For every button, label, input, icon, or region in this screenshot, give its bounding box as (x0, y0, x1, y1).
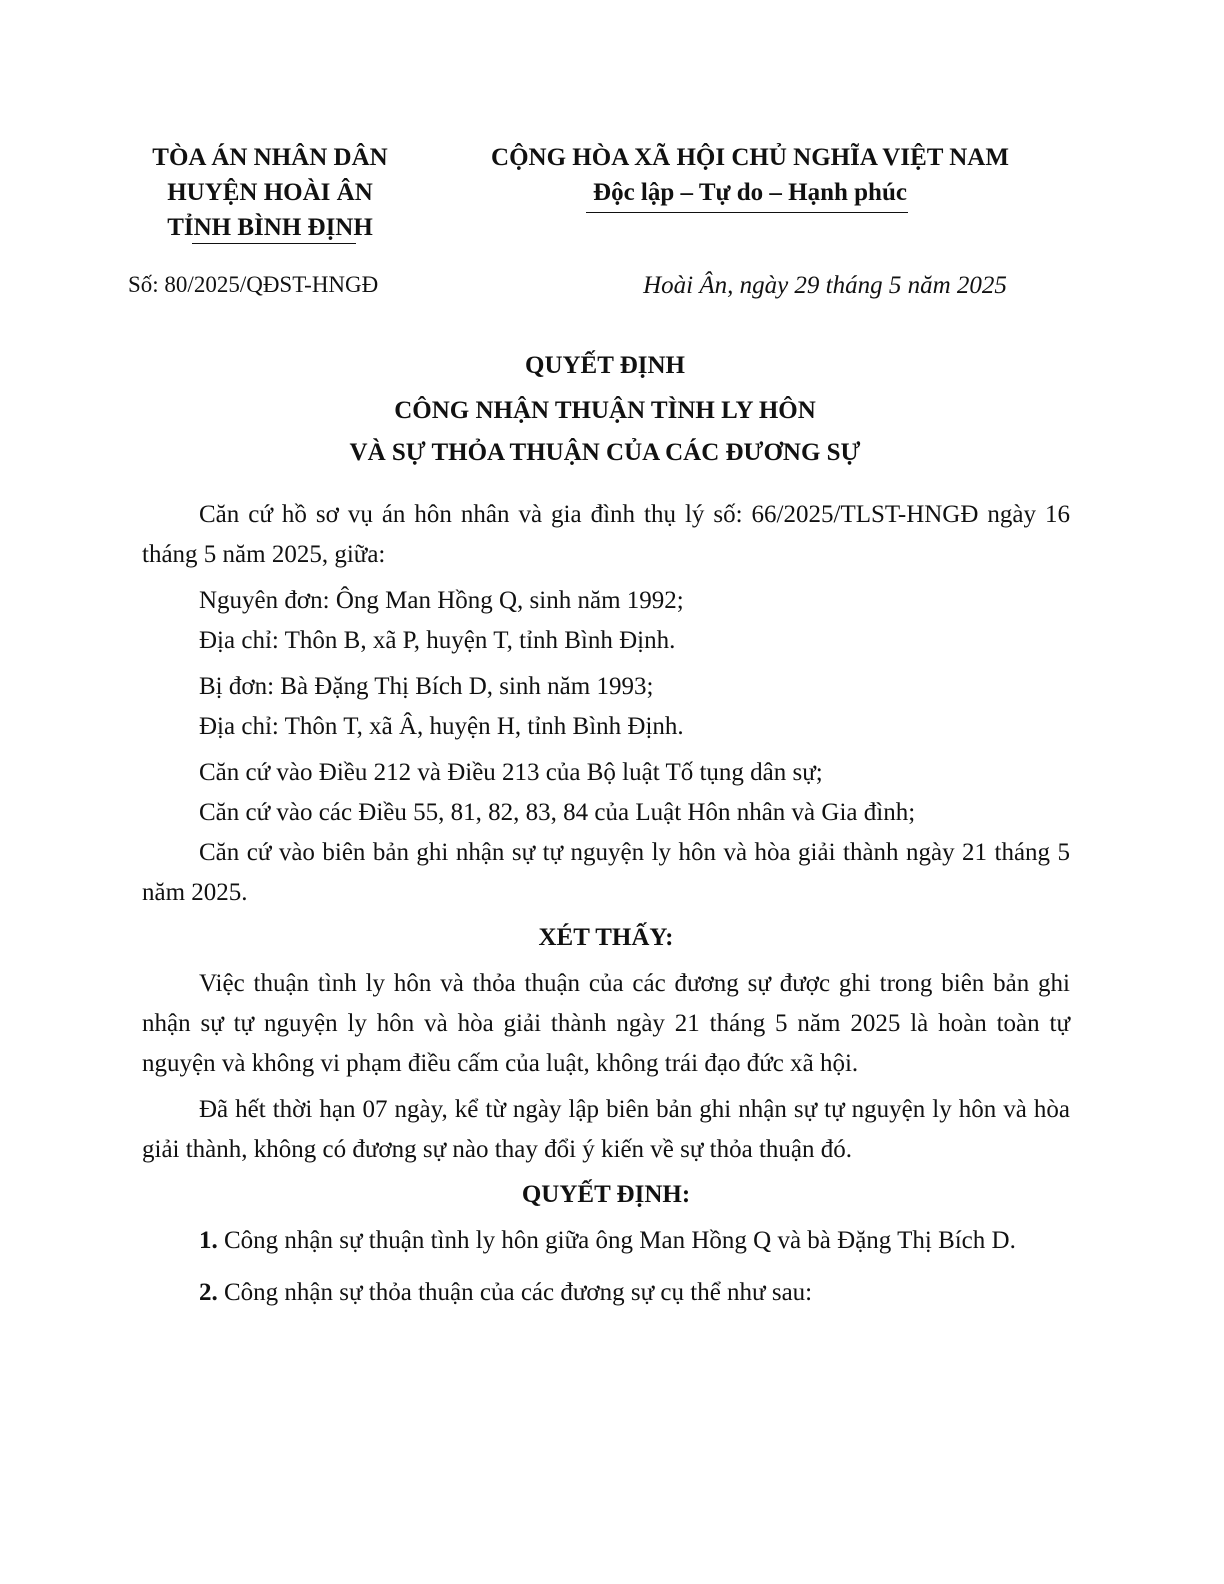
decision-item-1-number: 1. (199, 1227, 218, 1254)
document-title (140, 345, 1070, 474)
plaintiff-line: Nguyên đơn: Ông Man Hồng Q, sinh năm 1992; (199, 587, 684, 614)
document-body (142, 495, 1070, 1313)
defendant-address: Địa chỉ: Thôn T, xã Â, huyện H, tỉnh Bình Định. (199, 713, 684, 740)
intro-paragraph: Căn cứ hồ sơ vụ án hôn nhân và gia đình thụ lý số: 66/2025/TLST-HNGĐ ngày 16 tháng 5 năm 2025, giữa: (142, 501, 1070, 568)
defendant-line: Bị đơn: Bà Đặng Thị Bích D, sinh năm 1993; (199, 673, 654, 700)
findings-heading: XÉT THẤY: (538, 924, 674, 951)
decision-heading: QUYẾT ĐỊNH: (521, 1181, 691, 1208)
decision-item-1-text: Công nhận sự thuận tình ly hôn giữa ông Man Hồng Q và bà Đặng Thị Bích D. (217, 1227, 1016, 1254)
decision-item-1 (142, 1221, 1070, 1261)
legal-basis-3: Căn cứ vào biên bản ghi nhận sự tự nguyện ly hôn và hòa giải thành ngày 21 tháng 5 năm 2025. (142, 839, 1070, 906)
decision-item-2-text: Công nhận sự thỏa thuận của các đương sự cụ thể như sau: (217, 1279, 813, 1306)
title-line-2: CÔNG NHẬN THUẬN TÌNH LY HÔN (394, 397, 816, 424)
motto: Độc lập – Tự do – Hạnh phúc (593, 179, 907, 206)
plaintiff-address: Địa chỉ: Thôn B, xã P, huyện T, tỉnh Bình Định. (199, 627, 676, 654)
court-name-block (120, 140, 420, 245)
court-line-2: HUYỆN HOÀI ÂN (167, 179, 373, 206)
motto-underline (586, 212, 908, 213)
legal-basis-2: Căn cứ vào các Điều 55, 81, 82, 83, 84 của Luật Hôn nhân và Gia đình; (199, 799, 916, 826)
court-line-3: TỈNH BÌNH ĐỊNH (167, 214, 373, 241)
title-line-3: VÀ SỰ THỎA THUẬN CỦA CÁC ĐƯƠNG SỰ (349, 439, 861, 466)
place-date: Hoài Ân, ngày 29 tháng 5 năm 2025 (643, 272, 1007, 299)
legal-basis-1: Căn cứ vào Điều 212 và Điều 213 của Bộ luật Tố tụng dân sự; (199, 759, 823, 786)
nation-block (440, 140, 1060, 210)
court-line-1: TÒA ÁN NHÂN DÂN (152, 144, 388, 171)
court-underline (192, 243, 356, 244)
document-number: Số: 80/2025/QĐST-HNGĐ (128, 272, 379, 297)
finding-paragraph-2: Đã hết thời hạn 07 ngày, kể từ ngày lập biên bản ghi nhận sự tự nguyện ly hôn và hòa giải thành, không có đương sự nào thay đổi ý kiến về sự thỏa thuận đó. (142, 1096, 1070, 1163)
title-line-1: QUYẾT ĐỊNH (525, 352, 685, 379)
decision-item-2-number: 2. (199, 1279, 218, 1306)
finding-paragraph-1: Việc thuận tình ly hôn và thỏa thuận của các đương sự được ghi trong biên bản ghi nhận sự tự nguyện ly hôn và hòa giải thành ngày 21 tháng 5 năm 2025 là hoàn toàn tự nguyện và không vi phạm điều cấm của luật, không trái đạo đức xã hội. (142, 970, 1070, 1077)
decision-item-2 (142, 1273, 1070, 1313)
nation-name: CỘNG HÒA XÃ HỘI CHỦ NGHĨA VIỆT NAM (491, 144, 1009, 171)
